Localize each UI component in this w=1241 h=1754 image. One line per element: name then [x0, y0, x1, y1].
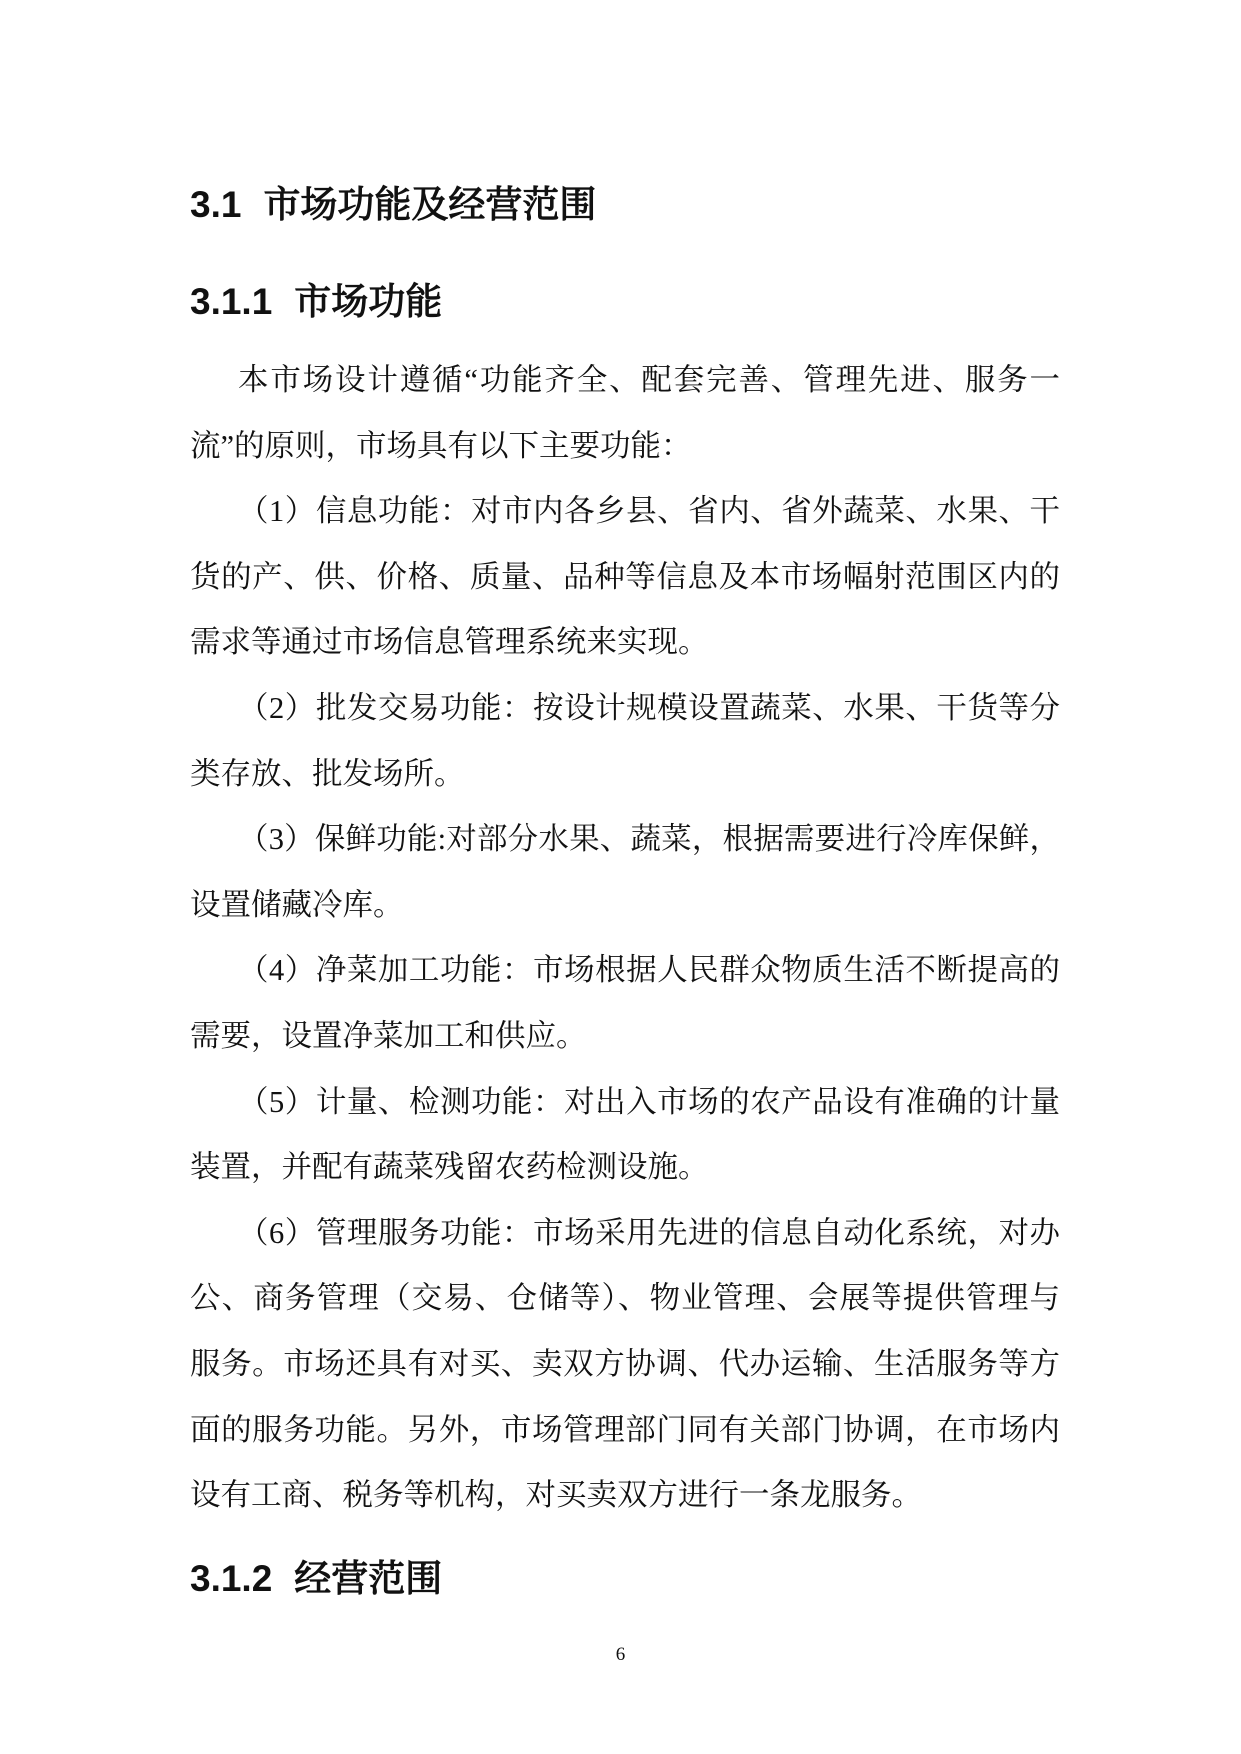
text-line: （3）保鲜功能:对部分水果、蔬菜，根据需要进行冷库保鲜，	[238, 822, 1060, 857]
text-line: 面的服务功能。另外，市场管理部门同有关部门协调，在市场内	[190, 1412, 1060, 1447]
subsection-number: 3.1.2	[190, 1558, 273, 1599]
text-line: （6）管理服务功能：市场采用先进的信息自动化系统，对办	[238, 1215, 1060, 1250]
paragraph	[190, 479, 1060, 676]
text-line: 设有工商、税务等机构，对买卖双方进行一条龙服务。	[190, 1478, 922, 1513]
subsection-number: 3.1.1	[190, 281, 273, 322]
text-line: （2）批发交易功能：按设计规模设置蔬菜、水果、干货等分	[238, 690, 1060, 725]
section-heading	[190, 183, 596, 227]
text-line: （5）计量、检测功能：对出入市场的农产品设有准确的计量	[238, 1084, 1060, 1119]
text-line: 服务。市场还具有对买、卖双方协调、代办运输、生活服务等方	[190, 1346, 1060, 1381]
section-number: 3.1	[190, 184, 242, 225]
paragraph	[190, 938, 1060, 1069]
text-line: 需求等通过市场信息管理系统来实现。	[190, 625, 709, 660]
text-line: 流”的原则，市场具有以下主要功能：	[190, 428, 692, 463]
text-line: 本市场设计遵循“功能齐全、配套完善、管理先进、服务一	[238, 363, 1060, 397]
text-line: 装置，并配有蔬菜残留农药检测设施。	[190, 1150, 709, 1185]
subsection-title: 经营范围	[294, 1558, 443, 1599]
text-line: 类存放、批发场所。	[190, 756, 465, 791]
text-line: （1）信息功能：对市内各乡县、省内、省外蔬菜、水果、干	[238, 494, 1060, 529]
text-line: 需要，设置净菜加工和供应。	[190, 1018, 587, 1053]
paragraph	[190, 676, 1060, 807]
paragraph	[190, 1070, 1060, 1201]
subsection-title: 市场功能	[294, 281, 443, 322]
paragraph	[190, 348, 1060, 479]
paragraph	[190, 1201, 1060, 1529]
section-title: 市场功能及经营范围	[263, 184, 597, 225]
text-line: 公、商务管理（交易、仓储等）、物业管理、会展等提供管理与	[190, 1281, 1060, 1316]
subsection-heading-business-scope	[190, 1557, 442, 1601]
text-line: 货的产、供、价格、质量、品种等信息及本市场幅射范围区内的	[190, 559, 1060, 594]
text-line: 设置储藏冷库。	[190, 887, 404, 922]
text-line: （4）净菜加工功能：市场根据人民群众物质生活不断提高的	[238, 953, 1060, 988]
page-number: 6	[615, 1644, 626, 1665]
body-text	[190, 348, 1060, 1529]
paragraph	[190, 807, 1060, 938]
subsection-heading-market-functions	[190, 280, 442, 324]
